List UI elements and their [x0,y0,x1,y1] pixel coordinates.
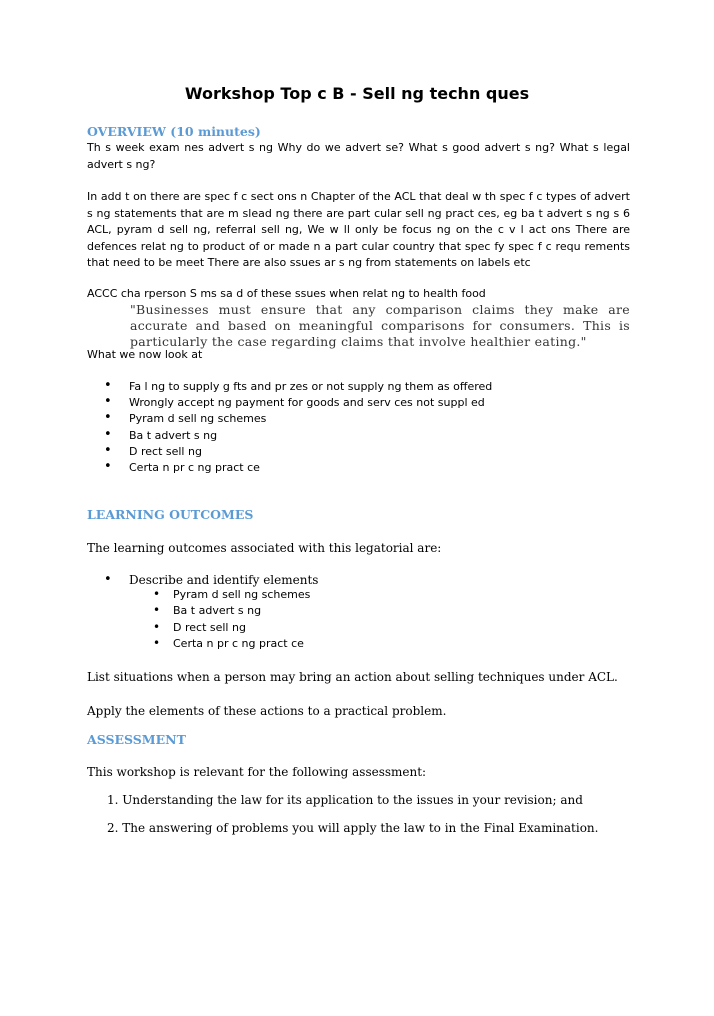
apply-elements-paragraph: Apply the elements of these actions to a practical problem. [87,704,447,718]
overview-heading: OVERVIEW (10 minutes) [87,124,261,139]
list-item: • Certa n pr c ng pract ce [87,460,492,476]
page-title: Workshop Top c B - Sell ng techn ques [184,84,530,103]
assessment-intro: This workshop is relevant for the following assessment: [87,765,427,779]
list-item: • Certa n pr c ng pract ce [87,636,310,652]
learning-outcomes-intro: The learning outcomes associated with this legatorial are: [87,541,442,555]
assessment-heading: ASSESSMENT [87,732,186,747]
overview-paragraph-1: Th s week exam nes advert s ng Why do we advert se? What s good advert s ng? What s legal advert s ng? [87,141,630,171]
now-look-at-line: What we now look at [87,348,203,361]
learning-outcomes-heading: LEARNING OUTCOMES [87,507,254,522]
list-item: • Wrongly accept ng payment for goods and serv ces not suppl ed [87,395,492,411]
list-item: • D rect sell ng [87,444,492,460]
accc-quote: "Businesses must ensure that any comparison claims they make are accurate and based on meaningful comparisons for consumers. This is particularly the case regarding claims that involve healthier eating." [130,302,630,349]
overview-paragraph-2: In add t on there are spec f c sect ons n Chapter of the ACL that deal w th spec f c types of advert s ng statements that are m slead ng there are part cular sell ng pract ces, eg ba t advert s ng s 6 ACL, pyram d sell ng, referral sell ng, We w ll only be focus ng on the c v l act ons There are defences relat ng to product of or made n a part cular country that spec fy spec f c requ rements that need to be meet There are also ssues ar s ng from statements on labels etc [87,190,630,269]
assessment-item-2: 2. The answering of problems you will apply the law to in the Final Examination. [107,821,599,835]
learning-sub-list [87,587,310,652]
topics-list [87,379,492,476]
assessment-item-1: 1. Understanding the law for its application to the issues in your revision; and [107,793,583,807]
accc-chairperson-line: ACCC cha rperson S ms sa d of these ssues when relat ng to health food [87,287,486,300]
describe-label: Describe and identify elements [129,573,319,587]
list-item: • Pyram d sell ng schemes [87,411,492,427]
list-item: • D rect sell ng [87,620,310,636]
list-item: • Ba t advert s ng [87,603,310,619]
list-item: • Fa l ng to supply g fts and pr zes or not supply ng them as offered [87,379,492,395]
list-item: • Ba t advert s ng [87,428,492,444]
list-situations-paragraph: List situations when a person may bring an action about selling techniques under ACL. [87,670,618,684]
bullet-icon: • [104,572,112,587]
list-item: • Pyram d sell ng schemes [87,587,310,603]
